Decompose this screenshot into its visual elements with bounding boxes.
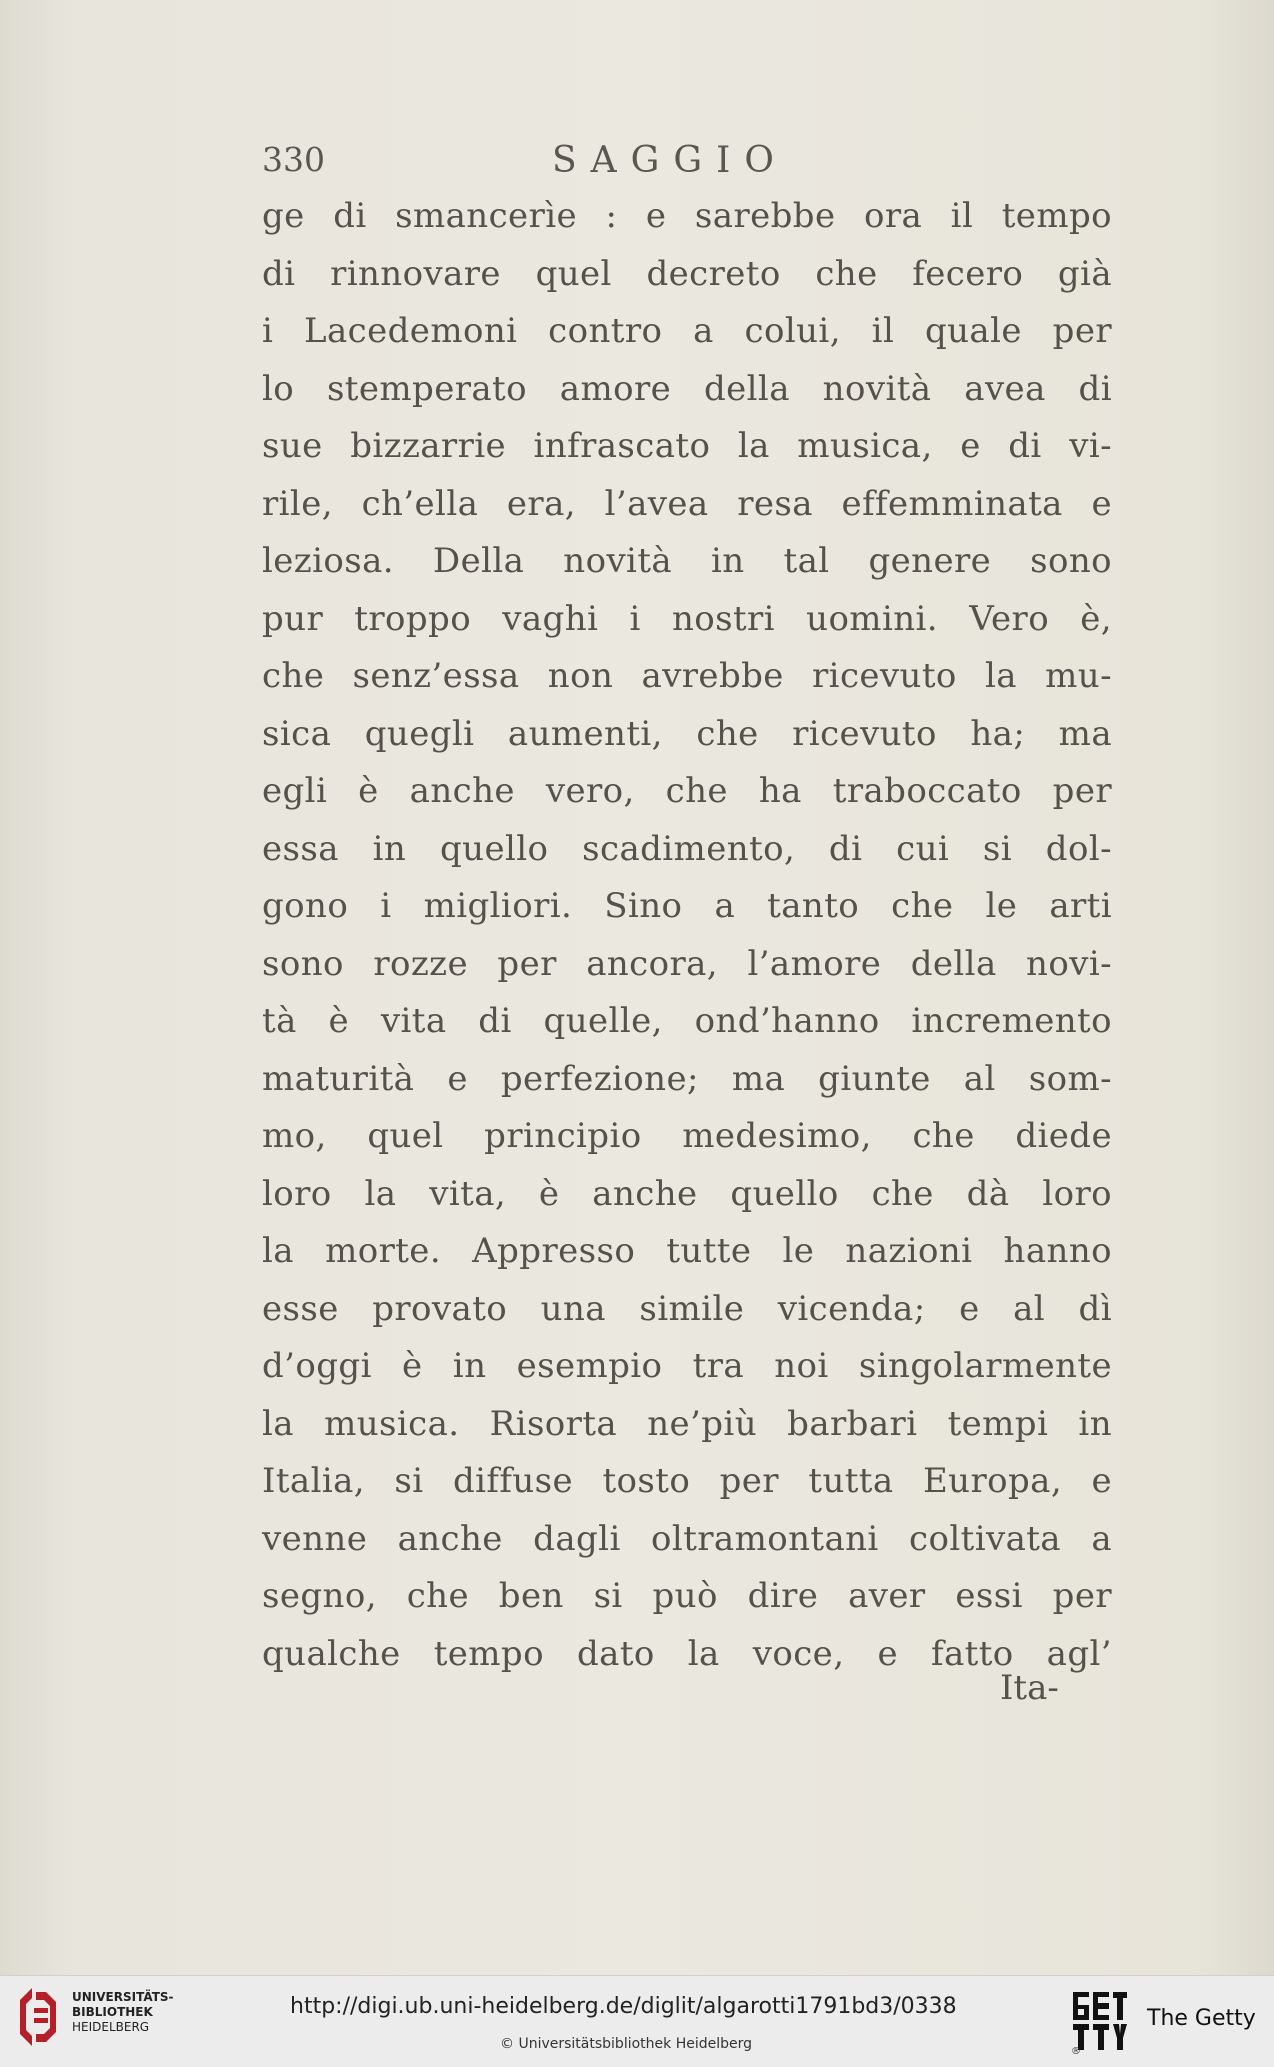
text-line: sue bizzarrie infrascato la musica, e di vi- [262,426,1112,466]
text-line: la musica. Risorta ne’più barbari tempi in [262,1403,1112,1444]
text-line: sica quegli aumenti, che ricevuto ha; ma [262,713,1112,754]
text-line: egli è anche vero, che ha traboccato per [262,771,1112,811]
library-name-line: BIBLIOTHEK [72,2005,153,2019]
library-name-line: UNIVERSITÄTS- [72,1990,174,2004]
university-library-logo-icon [14,1984,62,2050]
text-line: gono i migliori. Sino a tanto che le arti [262,886,1112,926]
text-line: leziosa. Della novità in tal genere sono [262,541,1112,581]
university-library-name [72,1990,174,2035]
text-line: mo, quel principio medesimo, che diede [262,1116,1112,1156]
text-line: segno, che ben si può dire aver essi per [262,1576,1112,1616]
footer-bar [0,1975,1274,2067]
page-header [262,140,1112,184]
text-line: ge di smancerìe : e sarebbe ora il tempo [262,196,1112,236]
text-line: lo stemperato amore della novità avea di [262,368,1112,409]
partner-name: The Getty [1147,2006,1256,2031]
getty-logo-icon [1073,1992,1127,2050]
text-line: che senz’essa non avrebbe ricevuto la mu- [262,656,1112,696]
text-line: essa in quello scadimento, di cui si dol- [262,828,1112,869]
text-line: i Lacedemoni contro a colui, il quale per [262,311,1112,351]
text-line: sono rozze per ancora, l’amore della novi- [262,943,1112,984]
text-line: pur troppo vaghi i nostri uomini. Vero è, [262,598,1112,639]
text-line: d’oggi è in esempio tra noi singolarmente [262,1346,1112,1386]
text-line: venne anche dagli oltramontani coltivata a [262,1518,1112,1559]
catchword: Ita- [1000,1668,1059,1708]
text-line: qualche tempo dato la voce, e fatto agl’ [262,1633,1112,1674]
text-line: loro la vita, è anche quello che dà loro [262,1173,1112,1214]
permalink-url[interactable]: http://digi.ub.uni-heidelberg.de/diglit/algarotti1791bd3/0338 [290,1994,957,2019]
text-line: la morte. Appresso tutte le nazioni hanno [262,1231,1112,1271]
text-line: di rinnovare quel decreto che fecero già [262,253,1112,294]
text-line: rile, ch’ella era, l’avea resa effemminata e [262,483,1112,524]
text-line: Italia, si diffuse tosto per tutta Europa, e [262,1461,1112,1501]
library-name-line: HEIDELBERG [72,2020,150,2034]
text-line: maturità e perfezione; ma giunte al som- [262,1058,1112,1099]
page-number: 330 [262,140,325,179]
body-text [262,188,1112,1683]
text-line: esse provato una simile vicenda; e al dì [262,1288,1112,1329]
running-title: SAGGIO [552,140,788,181]
registered-mark: ® [1071,2046,1081,2057]
copyright-notice: © Universitätsbibliothek Heidelberg [500,2036,753,2052]
text-line: tà è vita di quelle, ond’hanno incremento [262,1001,1112,1041]
